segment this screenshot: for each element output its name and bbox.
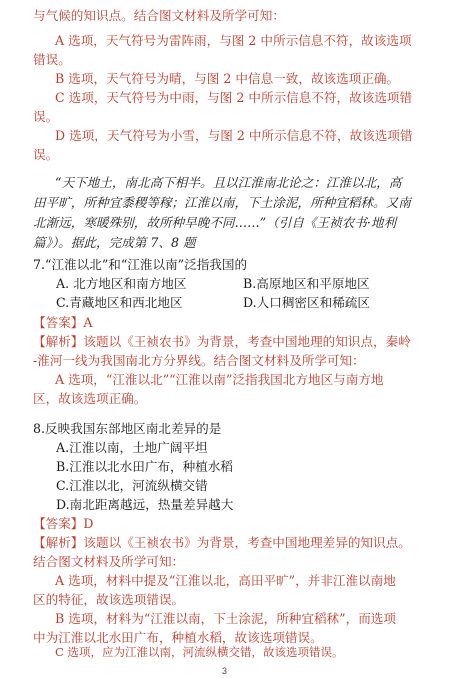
q8-option-a-explanation: A 选项，材料中提及“江淮以北，高田平旷”，并非江淮以南地 xyxy=(55,573,396,588)
q7-analysis-1: 【解析】该题以《王祯农书》为背景，考查中国地理的知识点，秦岭 xyxy=(33,334,411,349)
option-d-explanation-cont: 误。 xyxy=(33,147,59,162)
q7-option-d: D.人口稠密区和稀疏区 xyxy=(243,295,370,310)
q8-option-b: B.江淮以北水田广布，种植水稻 xyxy=(56,459,233,474)
q8-option-c: C.江淮以北，河流纵横交错 xyxy=(56,478,208,493)
question-8-stem: 8.反映我国东部地区南北差异的是 xyxy=(33,421,222,436)
q8-option-b-explanation: B 选项，材料为“江淮以南，下土涂泥，所种宜稻秫”，而选项 xyxy=(55,611,396,626)
q8-option-a: A.江淮以南，土地广阔平坦 xyxy=(56,440,208,455)
passage-line-1: “天下地土，南北高下相半。且以江淮南北论之：江淮以北，高 xyxy=(55,175,402,190)
passage-line-2: 田平旷，所种宜黍稷等稼；江淮以南，下土涂泥，所种宜稻秫。又南 xyxy=(33,195,411,210)
q7-option-b: B.高原地区和平原地区 xyxy=(243,276,370,291)
option-a-explanation: A 选项，天气符号为雷阵雨，与图 2 中所示信息不符，故该选项 xyxy=(55,33,412,48)
option-b-explanation: B 选项，天气符号为晴，与图 2 中信息一致，故该选项正确。 xyxy=(55,71,400,86)
passage-line-4: 篇》）。据此，完成第 7、8 题 xyxy=(33,235,196,250)
intro-text: 与气候的知识点。结合图文材料及所学可知： xyxy=(33,8,285,23)
option-d-explanation: D 选项，天气符号为小雪，与图 2 中所示信息不符，故该选项错 xyxy=(55,128,413,143)
option-a-explanation-cont: 错误。 xyxy=(33,52,71,67)
q8-analysis-2: 结合图文材料及所学可知： xyxy=(33,554,185,569)
q7-analysis-3: A 选项，“江淮以北”“江淮以南”泛指我国北方地区与南方地 xyxy=(55,372,384,387)
q8-answer: 【答案】D xyxy=(33,516,94,531)
q7-answer: 【答案】A xyxy=(33,315,93,330)
q7-analysis-2: -淮河一线为我国南北方分界线。结合图文材料及所学可知： xyxy=(33,353,365,368)
q8-option-b-explanation-cont: 中为江淮以北水田广布，种植水稻，故该选项错误。 xyxy=(33,630,323,645)
q8-option-c-explanation: C 选项，应为江淮以南，河流纵横交错，故该选项错误。 xyxy=(55,645,344,659)
q7-option-a: A. 北方地区和南方地区 xyxy=(56,276,187,291)
page-number: 3 xyxy=(221,666,227,676)
q8-analysis-1: 【解析】该题以《王祯农书》为背景，考查中国地理差异的知识点。 xyxy=(33,535,411,550)
question-7-stem: 7.“江淮以北”和“江淮以南”泛指我国的 xyxy=(33,257,248,272)
option-c-explanation: C 选项，天气符号为中雨，与图 2 中所示信息不符，故该选项错 xyxy=(55,90,413,105)
option-c-explanation-cont: 误。 xyxy=(33,109,59,124)
q7-analysis-4: 区，故该选项正确。 xyxy=(33,391,147,406)
passage-line-3: 北渐远，寒暖殊别，故所种早晚不同……”（引自《王祯农书·地利 xyxy=(33,215,397,230)
q7-option-c: C.青藏地区和西北地区 xyxy=(56,295,183,310)
q8-option-a-explanation-cont: 区的特征，故该选项错误。 xyxy=(33,592,185,607)
q8-option-d: D.南北距离越远，热量差异越大 xyxy=(56,497,234,512)
